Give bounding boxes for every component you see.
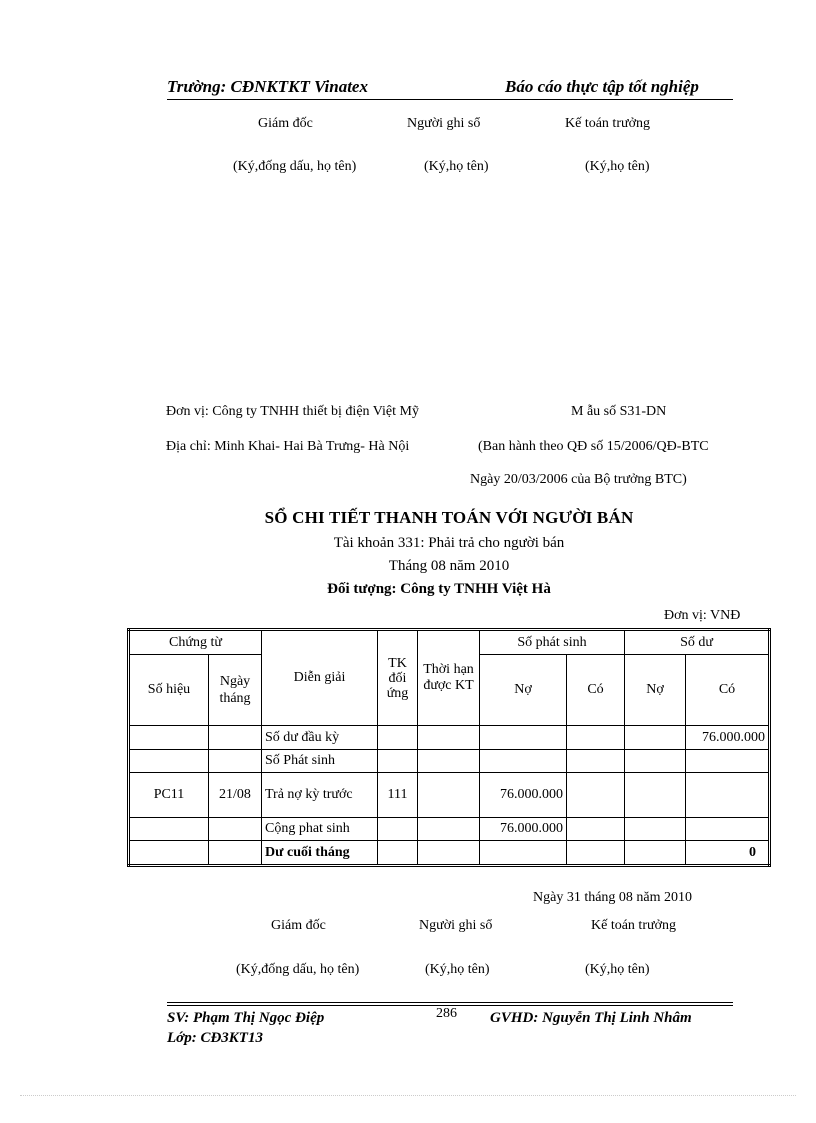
table-row [129,726,770,750]
header-report-title: Báo cáo thực tập tốt nghiệp [505,77,699,96]
header-row-1 [129,630,770,655]
col-debit: Nợ [480,655,567,726]
cell-bal-credit: 76.000.000 [686,726,770,750]
col-description: Diễn giải [262,630,378,726]
cell-date: 21/08 [209,773,262,818]
header-school: Trường: CĐNKTKT Vinatex [167,77,368,96]
cell-no: PC11 [129,773,209,818]
col-balance: Số dư [625,630,770,655]
company-address: Địa chỉ: Minh Khai- Hai Bà Trưng- Hà Nội [166,439,410,454]
cell-bal-debit [625,773,686,818]
cell-bal-credit: 0 [686,841,770,866]
col-arising: Số phát sinh [480,630,625,655]
cell-bal-debit [625,750,686,773]
cell-credit [567,841,625,866]
cell-kt [418,726,480,750]
bottom-role-chief-accountant: Kế toán trưởng [591,918,676,933]
bottom-note-chief-accountant: (Ký,họ tên) [585,962,650,977]
top-note-recorder: (Ký,họ tên) [424,159,489,174]
company-unit: Đơn vị: Công ty TNHH thiết bị điện Việt Mỹ [166,404,419,419]
cell-no [129,726,209,750]
cell-acct [378,818,418,841]
cell-desc: Số dư đầu kỳ [262,726,378,750]
cell-bal-debit [625,818,686,841]
footer-class: Lớp: CĐ3KT13 [167,1030,263,1046]
col-voucher-date: Ngày tháng [209,655,262,726]
col-credit: Có [567,655,625,726]
cell-debit: 76.000.000 [480,773,567,818]
cell-kt [418,750,480,773]
bottom-note-director: (Ký,đống dấu, họ tên) [236,962,360,977]
cell-date [209,841,262,866]
cell-kt [418,818,480,841]
decree-reference: (Ban hành theo QĐ số 15/2006/QĐ-BTC [478,439,709,454]
cell-bal-credit [686,773,770,818]
cell-desc: Cộng phat sinh [262,818,378,841]
cell-desc: Dư cuối tháng [262,841,378,866]
currency-unit: Đơn vị: VNĐ [664,608,741,623]
cell-date [209,818,262,841]
cell-acct [378,750,418,773]
cell-no [129,818,209,841]
top-role-recorder: Người ghi sổ [407,116,481,131]
top-role-chief-accountant: Kế toán trưởng [565,116,650,131]
cell-credit [567,818,625,841]
cell-debit [480,841,567,866]
col-voucher-no: Số hiệu [129,655,209,726]
document-title: SỔ CHI TIẾT THANH TOÁN VỚI NGƯỜI BÁN [264,508,634,527]
top-role-director: Giám đốc [258,116,313,131]
col-balance-credit: Có [686,655,770,726]
col-contra-account: TK đối ứng [378,630,418,726]
header-rule [167,99,733,100]
cell-acct [378,841,418,866]
cell-bal-debit [625,726,686,750]
cell-acct [378,726,418,750]
cell-acct: 111 [378,773,418,818]
footer-rule-top [167,1002,733,1003]
table-row [129,750,770,773]
cell-credit [567,773,625,818]
account-line: Tài khoản 331: Phải trả cho người bán [333,535,565,551]
cell-debit [480,726,567,750]
table-row [129,841,770,866]
top-note-director: (Ký,đống dấu, họ tên) [233,159,357,174]
footer-student: SV: Phạm Thị Ngọc Điệp [167,1010,325,1026]
cell-credit [567,726,625,750]
decree-date: Ngày 20/03/2006 của Bộ trưởng BTC) [470,472,687,487]
page-number: 286 [436,1006,457,1021]
cell-no [129,841,209,866]
signing-date: Ngày 31 tháng 08 năm 2010 [533,890,693,905]
bottom-note-recorder: (Ký,họ tên) [425,962,490,977]
cell-date [209,726,262,750]
top-note-chief-accountant: (Ký,họ tên) [585,159,650,174]
cell-kt [418,773,480,818]
table-row [129,773,770,818]
month-line: Tháng 08 năm 2010 [388,558,510,574]
col-voucher: Chứng từ [129,630,262,655]
cell-bal-debit [625,841,686,866]
cell-no [129,750,209,773]
footer-advisor: GVHD: Nguyễn Thị Linh Nhâm [490,1010,692,1026]
col-discount-period: Thời hạn được KT [418,630,480,726]
cell-credit [567,750,625,773]
cell-debit [480,750,567,773]
bottom-role-director: Giám đốc [271,918,326,933]
cell-desc: Trả nợ kỳ trước [262,773,378,818]
bottom-role-recorder: Người ghi sổ [419,918,493,933]
page-bottom-edge [20,1095,796,1096]
cell-debit: 76.000.000 [480,818,567,841]
cell-kt [418,841,480,866]
subject-line: Đối tượng: Công ty TNHH Việt Hà [327,581,551,597]
form-number: M ẫu số S31-DN [571,404,667,419]
cell-bal-credit [686,750,770,773]
cell-desc: Số Phát sinh [262,750,378,773]
cell-date [209,750,262,773]
table-row [129,818,770,841]
ledger-table [127,628,771,867]
cell-bal-credit [686,818,770,841]
col-balance-debit: Nợ [625,655,686,726]
